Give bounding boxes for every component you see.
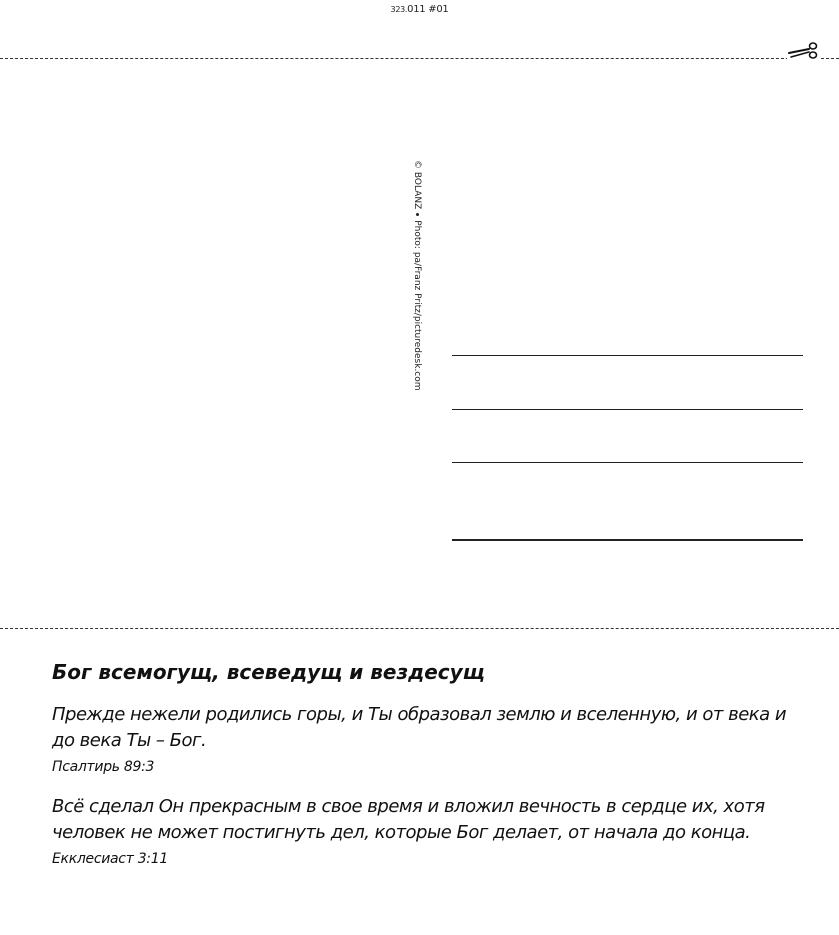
verse-reference: Екклесиаст 3:11: [52, 851, 168, 867]
verse-text: Всё сделал Он прекрасным в свое время и вложил вечность в сердце их, хотя человек не может постигнуть дел, которые Бог делает, от начала до конца.: [52, 796, 765, 843]
credit-photo: Photo: pa/Franz Pritz/picturedesk.com: [412, 220, 422, 391]
address-line: [452, 355, 803, 356]
scissors-icon: [787, 38, 819, 64]
cut-line-bottom: [0, 628, 839, 629]
address-line: [452, 539, 803, 541]
verse-text: Прежде нежели родились горы, и Ты образовал землю и вселенную, и от века и до века Ты – Бог.: [52, 704, 787, 751]
bullet-separator: [416, 213, 419, 216]
card-title: Бог всемогущ, всеведущ и вездесущ: [52, 660, 485, 684]
address-line: [452, 462, 803, 463]
print-code-prefix: 323.: [390, 5, 408, 14]
cut-line-top: [0, 58, 839, 59]
credit-copyright: © BOLANZ: [412, 160, 422, 210]
print-code: [0, 4, 839, 15]
photo-credit: [412, 160, 422, 391]
verse-reference: Псалтирь 89:3: [52, 759, 155, 775]
print-code-number: 011 #01: [407, 4, 449, 15]
address-line: [452, 409, 803, 410]
